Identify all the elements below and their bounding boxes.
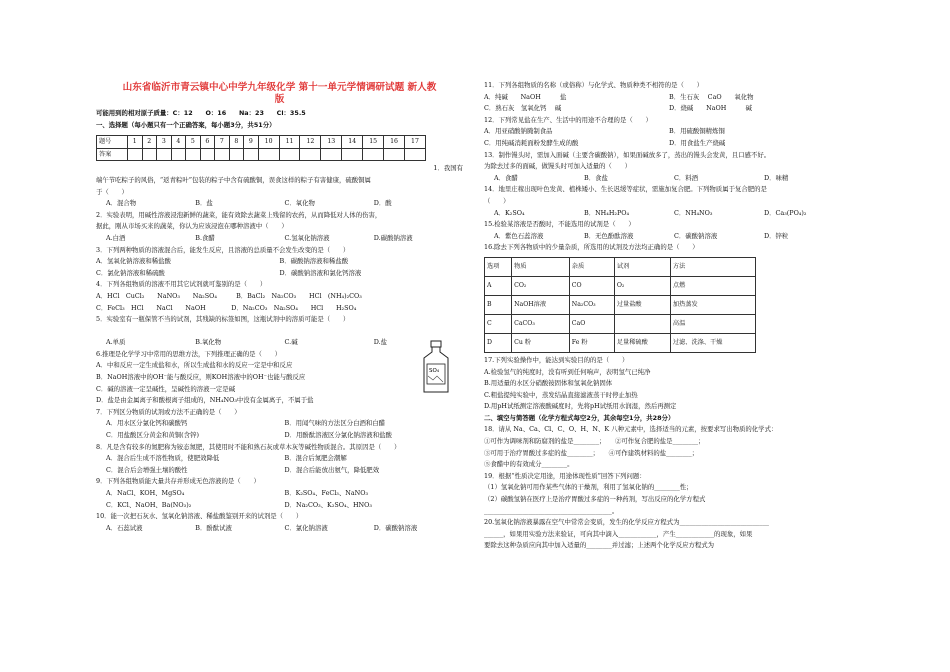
answer-options-row	[484, 103, 854, 115]
answer-option: C．KCl、NaOH、Ba(NO₃)₂	[106, 500, 192, 509]
table-cell: Fe 粉	[569, 333, 614, 352]
question-line: 10．能一次把石灰水、氢氧化钠溶液、稀盐酸鉴别开来的试剂是（ ）	[96, 512, 303, 521]
table-cell	[614, 314, 670, 333]
answer-option: C．氯化钠溶液和稀硫酸	[96, 268, 165, 277]
answer-cell[interactable]	[244, 148, 259, 161]
table-cell: Cu 粉	[512, 333, 570, 352]
answer-cell[interactable]	[384, 148, 405, 161]
table-row	[485, 314, 756, 333]
right-question-list	[484, 80, 854, 254]
answer-cell[interactable]	[157, 148, 172, 161]
answer-options-row	[96, 465, 463, 477]
title-line-2: 版	[274, 94, 285, 105]
answer-option: C．氯化钠溶液	[284, 523, 328, 532]
question-number-cell: 2	[142, 136, 157, 149]
answer-options-row	[96, 418, 463, 430]
answer-cell[interactable]	[142, 148, 157, 161]
question-line: C．FeCl₃ HCl NaCl NaOH D．Na₂CO₃ Na₂SO₄ HCl H₂SO₄	[96, 303, 357, 312]
question-number-cell: 13	[321, 136, 342, 149]
answer-option: A．用水区分氯化钙和碳酸钙	[106, 419, 188, 428]
question-number-cell: 12	[300, 136, 321, 149]
table-cell: 点燃	[670, 276, 755, 295]
answer-options-row	[96, 337, 463, 349]
table-cell: A	[485, 276, 512, 295]
answer-options-row	[96, 523, 463, 535]
answer-option: B.食醋	[195, 233, 215, 242]
right-column	[484, 80, 854, 552]
answer-cell[interactable]	[171, 148, 186, 161]
question-line: B.用适量的水区分硝酸铵固体和氢氧化钠固体	[484, 379, 613, 388]
answer-option: D．锌粒	[764, 231, 789, 240]
answer-cell[interactable]	[300, 148, 321, 161]
bottle-label-text: SO₄	[429, 368, 440, 374]
answer-option: C．混合后会增强土壤的酸性	[106, 465, 188, 474]
answer-option: A．用亚硝酸钠腌制食品	[484, 127, 553, 136]
answer-cell[interactable]	[342, 148, 363, 161]
question-line: 17.下列实验操作中，能达到实验目的的是（ ）	[484, 355, 629, 364]
table-cell: 过滤、洗涤、干燥	[670, 333, 755, 352]
question-line	[96, 326, 463, 338]
answer-options-row	[484, 173, 854, 185]
answer-option: A．氢氧化钠溶液和稀盐酸	[96, 257, 171, 266]
answer-option: A．K₂SO₄	[494, 208, 525, 217]
question-line: B．NaOH溶液中的OH⁻能与酸反应，则KOH溶液中的OH⁻也能与酸反应	[96, 373, 306, 382]
page-title	[96, 82, 463, 106]
question-line: 9．下列各组物质能大量共存并形成无色溶液的是（ ）	[96, 477, 260, 486]
answer-options-row	[96, 453, 463, 465]
answer-option: C．用盐酸区分黄金和黄铜(含锌)	[106, 431, 199, 440]
answer-options-row	[96, 233, 463, 245]
answer-option: D．酸	[373, 199, 392, 208]
table-cell: NaOH溶液	[512, 295, 570, 314]
question-number-cell: 8	[229, 136, 244, 149]
question-line: （1）氢氧化钠可用作某些气体的干燥剂，利用了氢氧化钠的________性；	[484, 483, 693, 492]
section-heading: 二、填空与简答题（化学方程式每空2分，其余每空1分，共28分）	[484, 413, 675, 422]
answer-option: B．盐	[195, 199, 213, 208]
question-line: 8．凡是含有较多的氮肥称为铵态氮肥，其使用时不能和熟石灰或草木灰等碱性物质混合。其原因是（ ）	[96, 442, 401, 451]
table-row	[485, 295, 756, 314]
question-line: 端午节吃粽子的风俗，“返青粽叶”包装的粽子中含有硫酸铜，误食这样的粽子有害健康，硫酸铜属	[96, 175, 371, 184]
answer-options-row	[484, 138, 854, 150]
answer-option: D．碳酸钠溶液	[373, 523, 418, 532]
question-line: ______，如果用实验方法来验证，可向其中滴入____________，产生____________的现象，如果	[484, 529, 753, 538]
answer-table-answer-row	[97, 148, 426, 161]
question-line: A．中和反应一定生成盐和水，所以生成盐和水的反应一定是中和反应	[96, 361, 293, 370]
question-line: ③可用于治疗胃酸过多症的盐________； ④可作建筑材料的盐________；	[484, 448, 699, 457]
left-question-list	[96, 163, 463, 534]
question-line: 16.除去下列各物质中的少量杂质，所选用的试剂及方法均正确的是（ ）	[484, 243, 699, 252]
answer-option: A.白酒	[106, 233, 126, 242]
answer-options-row	[96, 488, 463, 500]
answer-options-row	[96, 268, 463, 280]
answer-option: B.氧化物	[195, 338, 222, 347]
answer-option: A．紫色石蕊溶液	[494, 231, 544, 240]
table-cell: C	[485, 314, 512, 333]
answer-option: A．NaCl、KOH、MgSO₄	[106, 489, 185, 497]
answer-option: D．用食盐生产烧碱	[669, 138, 726, 147]
question-number-cell: 14	[342, 136, 363, 149]
question-line: D.用pH试纸测定溶液酸碱度时，先将pH试纸用水润湿，然后再测定	[484, 402, 677, 411]
question-line: 1．我国有	[433, 164, 463, 173]
title-line-1: 山东省临沂市青云镇中心中学九年级化学 第十一单元学情调研试题 新人教	[122, 82, 437, 93]
answer-option: D．Na₂CO₃、K₂SO₄、HNO₃	[284, 500, 372, 509]
header-cell: 方法	[670, 257, 755, 276]
answer-table-row2-label: 答案	[97, 148, 128, 161]
answer-option: A．食醋	[494, 173, 518, 182]
question-line: 15.检验某溶液是否酸时，不能选用的试剂是（ ）	[484, 220, 635, 229]
answer-option: B．碳酸钠溶液和稀盐酸	[279, 257, 349, 266]
table-cell: D	[485, 333, 512, 352]
answer-option: B．K₂SO₄、FeCl₃、NaNO₃	[284, 489, 369, 497]
question-number-cell: 9	[244, 136, 259, 149]
answer-options-row	[96, 256, 463, 268]
table-cell: 足量稀硫酸	[614, 333, 670, 352]
left-column	[96, 80, 463, 534]
answer-option: A．纯碱 NaOH 盐	[484, 92, 567, 101]
table-cell: O₂	[614, 276, 670, 295]
answer-option: A．混合后生成不溶性物质，使肥效降低	[106, 454, 220, 463]
question-line: C．碱的溶液一定呈碱性，呈碱性的溶液一定是碱	[96, 384, 236, 393]
answer-option: B．用闻气味的方法区分白酒和白醋	[284, 419, 386, 428]
right-question-list-2	[484, 355, 854, 552]
atomic-mass-line: 可能用到的相对原子质量：C：12 O：16 Na：23 Cl：35.5	[96, 109, 306, 117]
answer-option: C.碱	[284, 338, 298, 347]
answer-option: D．烧碱 NaOH 碱	[669, 104, 752, 113]
answer-options-row	[484, 208, 854, 220]
answer-table	[96, 135, 426, 161]
table-cell: B	[485, 295, 512, 314]
answer-table-number-row	[97, 136, 426, 149]
answer-cell[interactable]	[258, 148, 279, 161]
question-line: 7．下列区分物质的试剂或方法不正确的是（ ）	[96, 407, 241, 416]
header-cell: 选项	[485, 257, 512, 276]
question-line: 于（ ）	[96, 187, 128, 196]
table-cell: CO	[569, 276, 614, 295]
header-cell: 试剂	[614, 257, 670, 276]
answer-option: A．石蕊试液	[106, 523, 143, 532]
answer-option: D.盐	[373, 338, 388, 347]
question-number-cell: 4	[171, 136, 186, 149]
answer-option: C．熟石灰 氢氧化钙 碱	[484, 104, 562, 113]
question-line: 2．实验表明，用碱性溶液浸泡新鲜的蔬菜，能有效除去蔬菜上残留的农药，从而降低对人体的伤害，	[96, 210, 382, 219]
section-1-heading: 一、选择题（每小题只有一个正确答案，每小题3分，共51分）	[96, 120, 276, 129]
question-line: 12．下列常见盐在生产、生活中的用途不合理的是（ ）	[484, 115, 652, 124]
header-cell: 物质	[512, 257, 570, 276]
answer-option: C.氢氧化钠溶液	[284, 233, 330, 242]
question-line: 5．实验室有一瓶保管不当的试剂，其残缺的标签如图，这瓶试剂中的溶质可能是（ ）	[96, 315, 350, 324]
answer-option: C．NH₄NO₃	[674, 208, 713, 217]
question-line: （ ）	[484, 196, 510, 205]
question-line: 14．地里庄稼出现叶色发黄、植株矮小、生长迟缓等症状，需施加复合肥。下列物质属于复合肥的是	[484, 185, 767, 194]
answer-cell[interactable]	[404, 148, 425, 161]
table-cell: CaCO₃	[512, 314, 570, 333]
header-cell: 杂质	[569, 257, 614, 276]
table-cell: Na₂CO₃	[569, 295, 614, 314]
question-line: 3．下列两种物质的溶液混合后，能发生反应，且溶液的总质量不会发生改变的是（ ）	[96, 245, 350, 254]
question-line: （2）碳酸氢钠在医疗上是治疗胃酸过多症的一种药剂，写出反应的化学方程式	[484, 495, 706, 504]
answer-option: C．碳酸钠溶液	[674, 231, 718, 240]
question-line: 11．下列各组物质的名称（或俗称）与化学式、物质种类不相符的是（ ）	[484, 81, 704, 89]
question-line: 18．请从 Na、Ca、Cl、C、O、H、N、K 八种元素中，选择适当的元素，按要求写出物质的化学式：	[484, 425, 778, 434]
question-line: 19．根据“性质决定用途，用途体现性质”回答下列问题：	[484, 471, 646, 480]
question-line: A.检验氢气的纯度时，没有听到任何响声，表明氢气已纯净	[484, 367, 651, 376]
answer-options-row	[484, 126, 854, 138]
impurity-options-table	[484, 257, 756, 353]
question-line: ⑤食醋中的有效成分________。	[484, 460, 574, 469]
table-cell: 高温	[670, 314, 755, 333]
answer-option: B．无色酚酞溶液	[584, 231, 634, 240]
answer-option: D．Ca₃(PO₄)₂	[764, 208, 807, 217]
question-number-cell: 1	[128, 136, 143, 149]
question-number-cell: 17	[404, 136, 425, 149]
question-line: D．盐是由金属离子和酸根离子组成的，NH₄NO₃中没有金属离子，不属于盐	[96, 396, 314, 405]
table-row	[485, 276, 756, 295]
question-line: C.粗盐提纯实验中，蒸发结晶直接滤液蒸干时停止加热	[484, 390, 638, 399]
answer-options-row	[96, 500, 463, 512]
answer-option: D．混合后能放出氨气，降低肥效	[284, 465, 380, 474]
reagent-bottle-figure	[421, 340, 451, 394]
question-line: A．HCl CuCl₂ NaNO₃ Na₂SO₄ B．BaCl₂ Na₂CO₃ HCl (NH₄)₂CO₃	[96, 291, 362, 300]
answer-option: D．味精	[764, 173, 789, 182]
question-line: 13．制作馒头时，需加入面碱（主要含碳酸钠），如果面碱放多了，蒸出的馒头会发黄，且口感不好。	[484, 150, 771, 159]
answer-options-row	[96, 430, 463, 442]
question-number-cell: 3	[157, 136, 172, 149]
question-line: 20.氢氧化钠溶液暴露在空气中常常会变质，发生的化学反应方程式为____________________________	[484, 518, 769, 527]
answer-cell[interactable]	[186, 148, 201, 161]
answer-cell[interactable]	[200, 148, 215, 161]
question-number-cell: 7	[215, 136, 230, 149]
question-number-cell: 15	[363, 136, 384, 149]
answer-options-row	[484, 231, 854, 243]
answer-option: C．氧化物	[284, 199, 315, 208]
answer-option: D．碳酸钠溶液和氯化钙溶液	[279, 268, 362, 277]
answer-cell[interactable]	[321, 148, 342, 161]
table-cell: 过量盐酸	[614, 295, 670, 314]
question-number-cell: 16	[384, 136, 405, 149]
question-number-cell: 6	[200, 136, 215, 149]
answer-option: B．食盐	[584, 173, 608, 182]
table-cell: CO₂	[512, 276, 570, 295]
question-line: ________________________________________。	[484, 506, 619, 515]
options-table-header	[485, 257, 756, 276]
answer-option: B．生石灰 CaO 氧化物	[669, 92, 754, 101]
question-line: 要除去这种杂质应向其中加入适量的________并过滤；上述两个化学反应方程式为	[484, 541, 715, 550]
answer-option: C．料酒	[674, 173, 699, 182]
answer-option: A．混合物	[106, 199, 137, 208]
answer-option: B．用硫酸铜精炼铜	[669, 127, 725, 136]
answer-cell[interactable]	[215, 148, 230, 161]
question-line: 4．下列各组物质的溶液不用其它试剂就可鉴别的是（ ）	[96, 280, 267, 289]
answer-cell[interactable]	[363, 148, 384, 161]
table-row	[485, 333, 756, 352]
answer-option: A.单质	[106, 338, 126, 347]
answer-cell[interactable]	[128, 148, 143, 161]
answer-option: C．用纯碱消耗面粉发酵生成的酸	[484, 138, 579, 147]
table-cell: 加热蒸发	[670, 295, 755, 314]
question-number-cell: 10	[258, 136, 279, 149]
answer-option: B．NH₄H₂PO₄	[584, 208, 630, 217]
answer-option: B．混合后氮肥会潮解	[284, 454, 347, 463]
question-line: 据此，刚从市场买来的蔬菜，你认为应该浸泡在哪种溶液中（ ）	[96, 222, 288, 231]
answer-option: D．用酚酞溶液区分氯化钠溶液和盐酸	[284, 431, 392, 440]
answer-option: D.碳酸钠溶液	[373, 233, 413, 242]
question-number-cell: 11	[279, 136, 300, 149]
question-line: 为除去过多的面碱，做馒头时可加入适量的（ ）	[484, 162, 631, 171]
question-number-cell: 5	[186, 136, 201, 149]
table-cell: CaO	[569, 314, 614, 333]
answer-option: B．酚酞试液	[195, 523, 232, 532]
question-line: ①可作为调味剂和防腐剂的盐是________； ②可作复合肥的盐是________；	[484, 437, 705, 446]
answer-options-row	[96, 198, 463, 210]
question-line: 6.推理是化学学习中常用的思维方法，下列推理正确的是（ ）	[96, 349, 282, 358]
answer-cell[interactable]	[229, 148, 244, 161]
answer-table-row1-label: 题号	[97, 136, 128, 149]
answer-cell[interactable]	[279, 148, 300, 161]
answer-options-row	[484, 92, 854, 104]
